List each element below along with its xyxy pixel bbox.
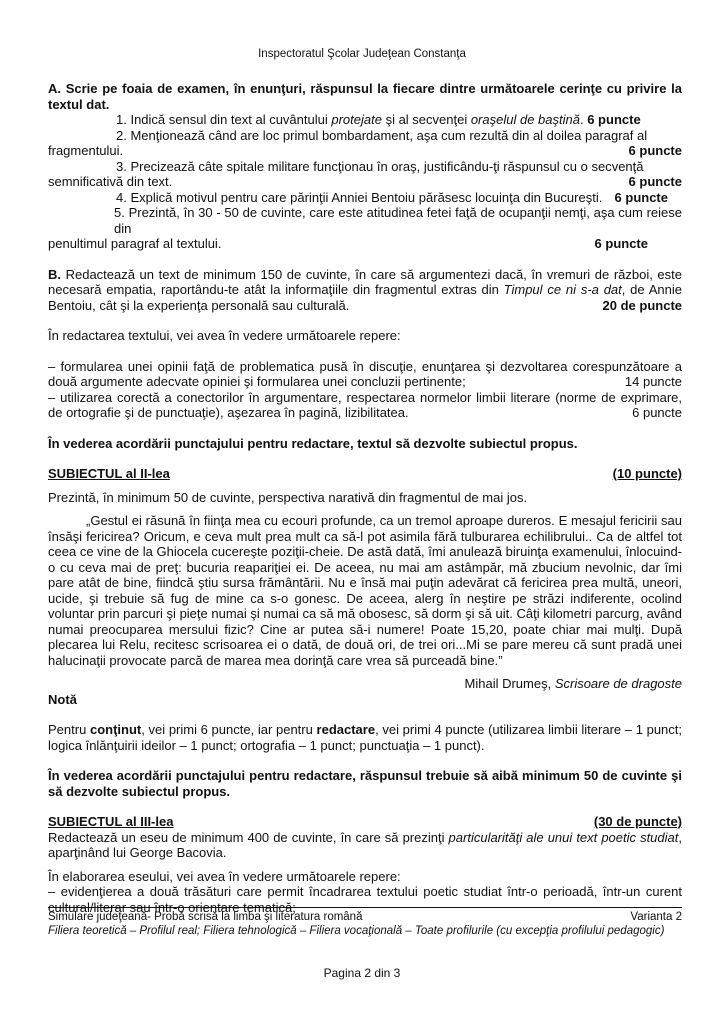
subiect-2-heading: SUBIECTUL al II-lea (10 puncte) (48, 466, 682, 481)
page-footer (48, 910, 682, 938)
subiect-3-task: Redactează un eseu de minimum 400 de cuvinte, în care să prezinţi particularităţi ale unui text poetic studiat, aparţinând lui George Bacovia. (48, 829, 682, 860)
part-a-intro: A. Scrie pe foaia de examen, în enunţuri, răspunsul la fiecare dintre următoarele cerinţe cu privire la textul dat. (48, 81, 682, 112)
points-label: 20 de puncte (602, 297, 682, 313)
subiect-3-criterion-1: – evidenţierea a două trăsături care permit încadrarea textului poetic studiat într-o perioadă, într-un curent cultural/literar sau într-o orientare tematică; (48, 884, 682, 915)
part-a-item-1: 1. Indică sensul din text al cuvântului protejate şi al secvenţei oraşelul de baştină. 6 puncte (116, 112, 641, 127)
part-b-repere-intro: În redactarea textului, vei avea în vedere următoarele repere: (48, 328, 401, 343)
points-label: 6 puncte (594, 236, 648, 251)
subiect-3-repere-intro: În elaborarea eseului, vei avea în vedere următoarele repere: (48, 868, 401, 884)
footer-divider (48, 907, 682, 908)
part-a-item-5: 5. Prezintă, în 30 - 50 de cuvinte, care este atitudinea fetei faţă de ocupanţii nemţi, aşa cum reiese din penultimul paragraf al textului. 6 puncte (48, 205, 682, 251)
subiect-3-heading: SUBIECTUL al III-lea (30 de puncte) (48, 814, 682, 829)
part-b-note: În vederea acordării punctajului pentru redactare, textul să dezvolte subiectul propus. (48, 435, 578, 451)
footer-profiles: Filiera teoretică – Profilul real; Filiera tehnologică – Filiera vocaţională – Toate profilurile (cu excepţia profilului pedagogic) (48, 925, 665, 937)
subiect-2-task: Prezintă, în minimum 50 de cuvinte, perspectiva narativă din fragmentul de mai jos. (48, 489, 528, 505)
part-b-task: B. Redactează un text de minimum 150 de cuvinte, în care să argumentezi dacă, în vremuri de război, este necesară empatia, raportându-te atât la informaţiile din fragmentul extras din Timpul ce ni s-a dat, de Annie Bentoiu, cât şi la experienţa personală sau culturală. 20 de puncte (48, 266, 682, 313)
page-content (48, 81, 682, 915)
nota-text: Pentru conţinut, vei primi 6 puncte, iar pentru redactare, vei primi 4 puncte (utilizarea limbii literare – 1 punct; logica înlănţuirii ideilor – 1 punct; ortografia – 1 punct; punctuaţia – 1 punct). (48, 722, 683, 753)
part-a-item-2: 2. Menţionează când are loc primul bombardament, aşa cum rezultă din al doilea paragraf al fragmentului. 6 puncte (48, 127, 682, 158)
points-label: 6 puncte (628, 143, 682, 158)
footer-variant: Varianta 2 (630, 911, 682, 923)
nota-label: Notă (48, 691, 77, 707)
fragment-source: Mihail Drumeş, Scrisoare de dragoste (464, 676, 682, 691)
page-number: Pagina 2 din 3 (323, 966, 401, 980)
footer-exam-name: Simulare judeţeană- Probă scrisă la limba şi literatura română (48, 911, 363, 923)
page-header: Inspectoratul Şcolar Judeţean Constanţa (258, 48, 466, 60)
points-label: 6 puncte (632, 405, 682, 420)
subiect-2-note: În vederea acordării punctajului pentru redactare, răspunsul trebuie să aibă minimum 50 de cuvinte şi să dezvolte subiectul propus. (48, 768, 682, 799)
points-label: 6 puncte (587, 112, 641, 127)
part-a-item-4: 4. Explică motivul pentru care părinţii Anniei Bentoiu părăsesc locuinţa din Bucureşti. 6 puncte (116, 189, 668, 205)
points-label: 14 puncte (624, 374, 682, 389)
part-b-criterion-2: – utilizarea corectă a conectorilor în argumentare, respectarea normelor limbii literare (norme de exprimare, de ortografie şi de punctuaţie), aşezarea în pagină, lizibilitatea. 6 puncte (48, 389, 682, 420)
part-a-item-3: 3. Precizează câte spitale militare funcţionau în oraş, justificându-ţi răspunsul cu o secvenţă semnificativă din text. 6 puncte (48, 158, 682, 189)
quoted-fragment: „Gestul ei răsună în fiinţa mea cu ecouri profunde, ca un tremol aproape dureros. E mesajul fericirii sau însăşi fericirea? Oricum, e ceva mult prea mult ca să-l pot asimila fără tulburarea echilibrului.. Ca de altfel tot ceea ce vine de la Ghiocela cucereşte poziţii-cheie. De astă dată, îmi anulează biruinţa examenului, înlocuind-o cu ceva mai de preţ: bucuria reapariţiei ei. De aceea, nu mai am astâmpăr, mă zbucium nevolnic, dar îmi pare atât de bine, fiindcă ştiu sursa frământării. Nu e însă mai puţin adevărat că fericirea prea multă, uneori, ucide, şi trebuie să fug de mine ca s-o gonesc. De aceea, alerg în neştire pe străzi indiferente, ocolind voluntar prin parcuri şi pieţe numai şi numai ca să mă obosesc, să dorm şi să uit. Câţi kilometri parcurg, având numai preocuparea mersului fizic? Cine ar putea să-i numere! Poate 15,20, poate chiar mai mulţi. După plecarea lui Relu, recitesc scrisoarea ei o dată, de două ori, de trei ori...Mi se pare mereu că sunt pradă unei halucinaţii provocate parcă de marea mea dorinţă care vrea să purceadă bine.” (48, 513, 682, 668)
points-label: 6 puncte (628, 174, 682, 189)
points-label: 6 puncte (614, 189, 668, 205)
part-b-criterion-1: – formularea unei opinii faţă de problematica pusă în discuţie, enunţarea şi dezvoltarea corespunzătoare a două argumente adecvate opiniei şi formularea unei concluzii pertinente; 14 puncte (48, 358, 682, 389)
